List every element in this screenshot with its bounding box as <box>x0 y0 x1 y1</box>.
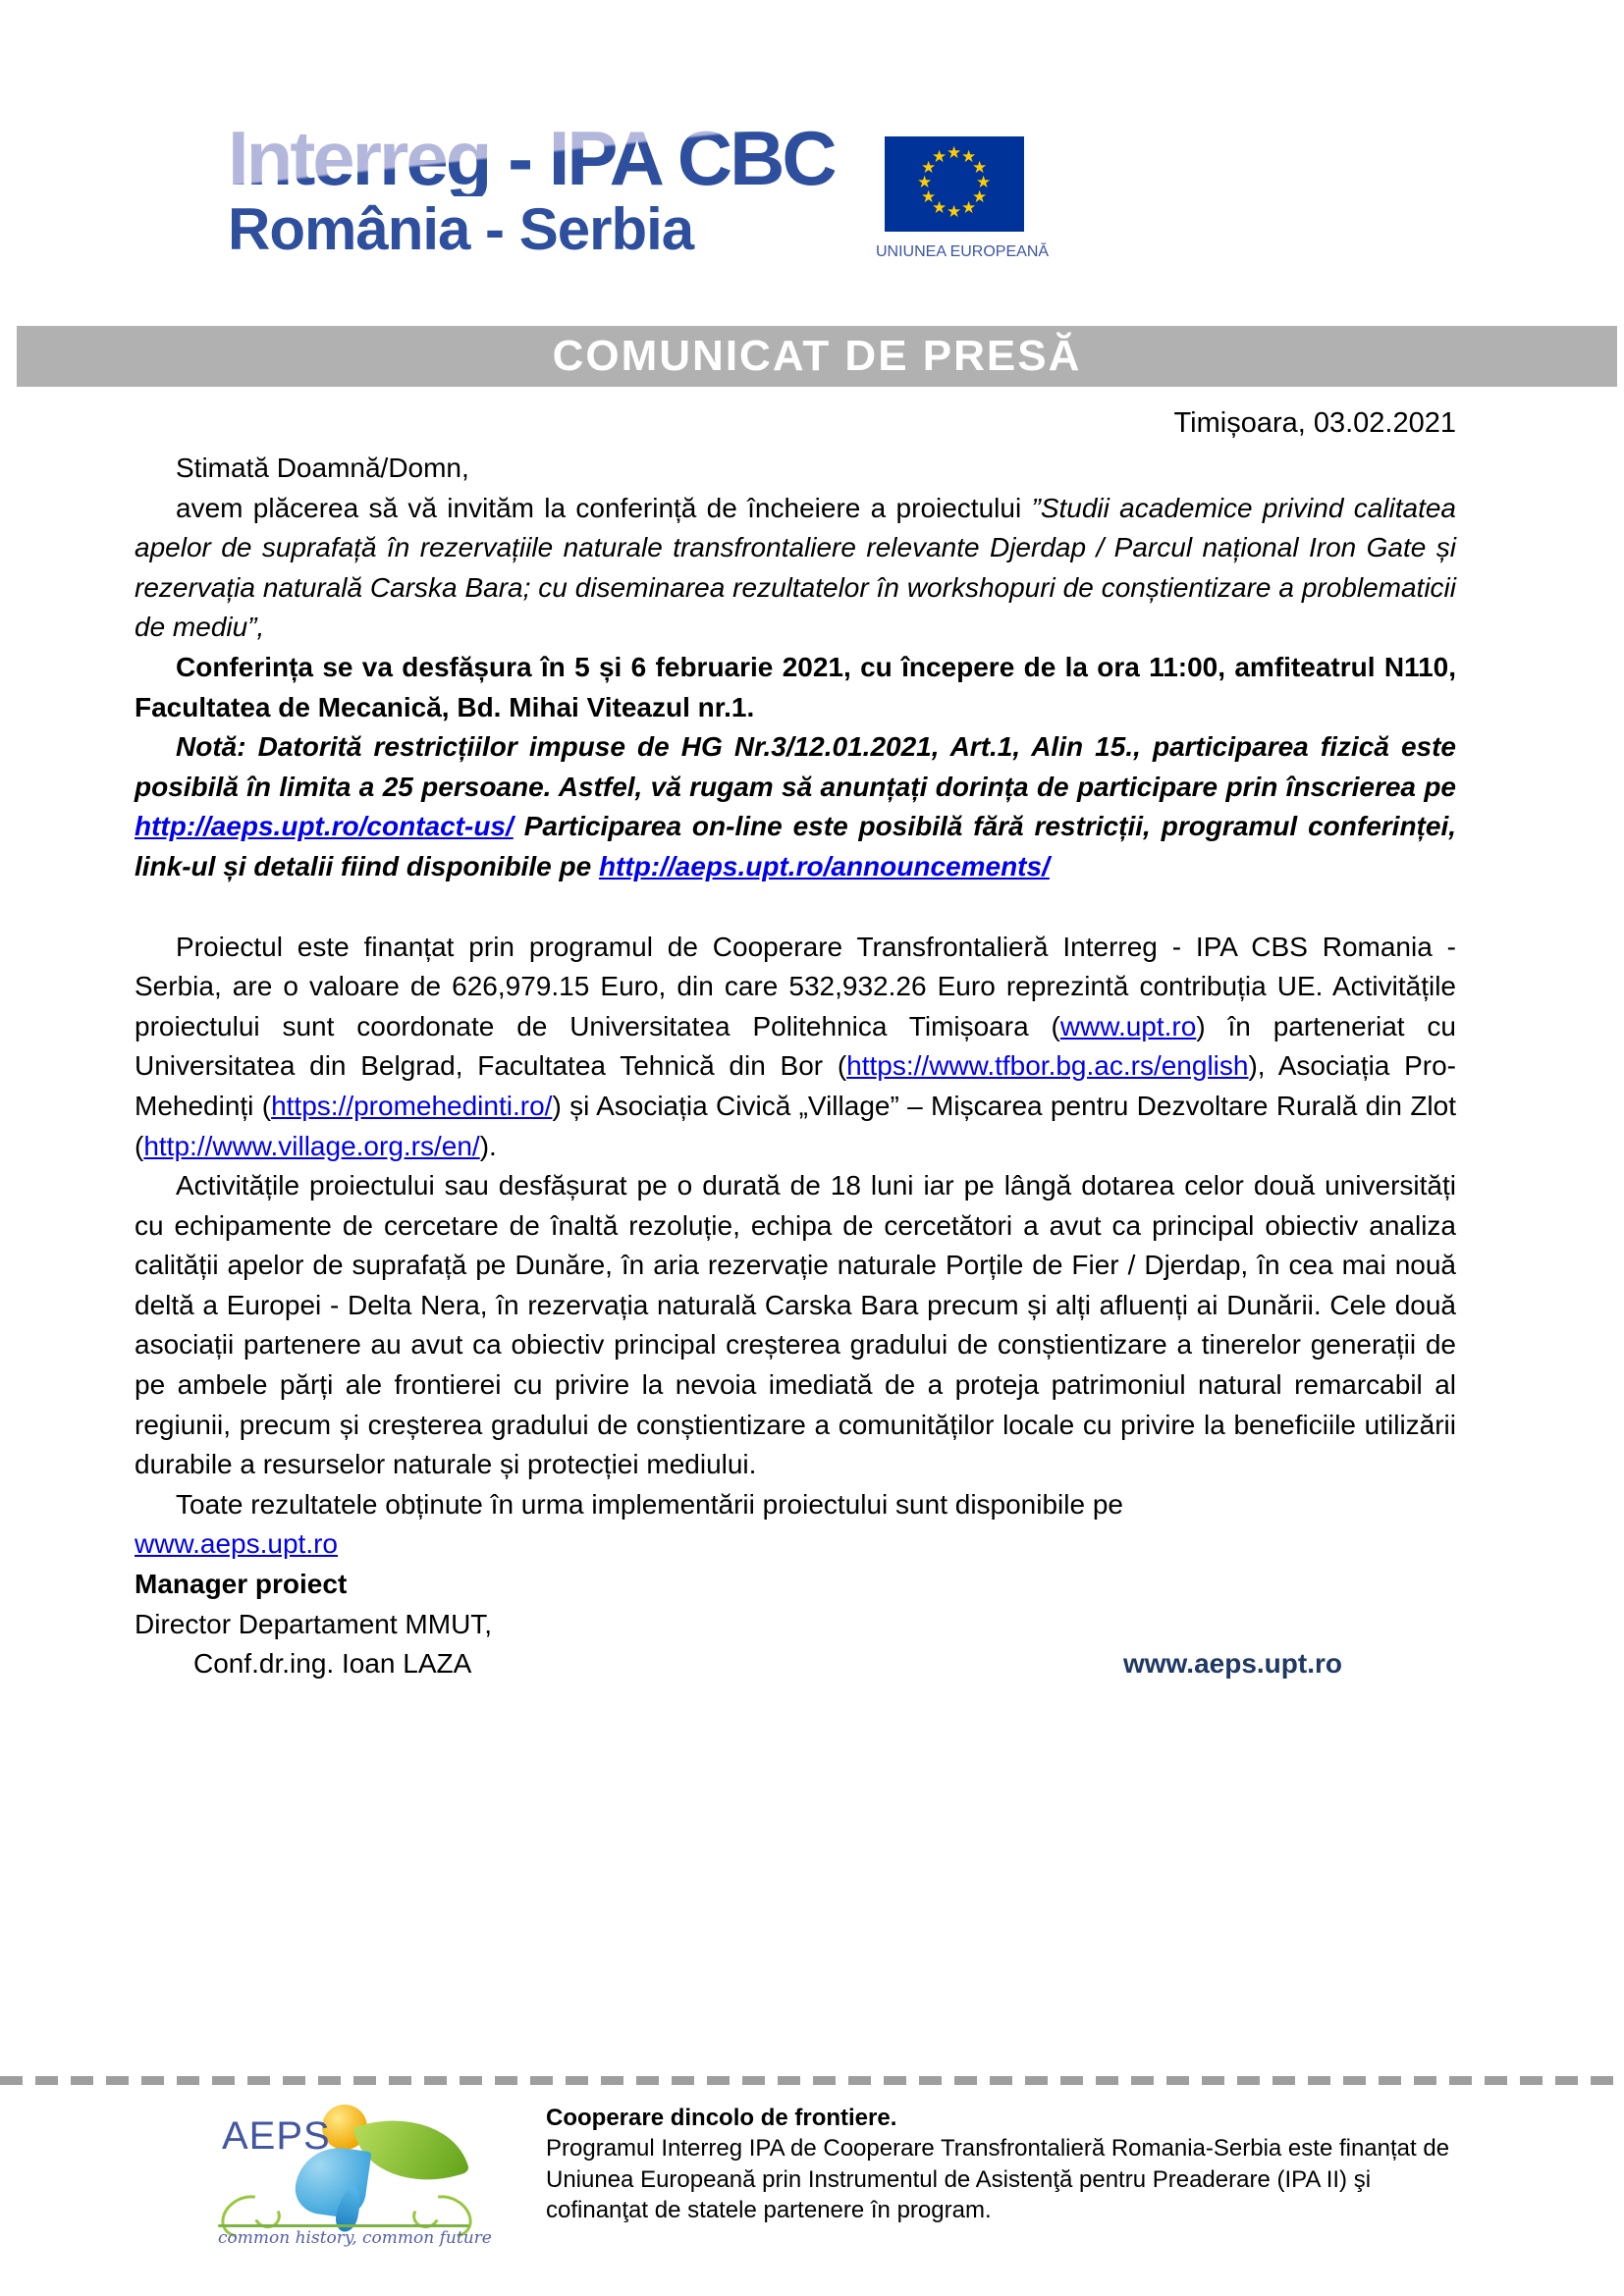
contact-us-link[interactable]: http://aeps.upt.ro/contact-us/ <box>135 811 514 842</box>
funding-text-2: ) în parteneriat cu Universitatea din Belgrad, Facultatea Tehnică din Bor ( <box>135 1010 1456 1082</box>
tfbor-link[interactable]: https://www.tfbor.bg.ac.rs/english <box>846 1050 1249 1082</box>
village-link[interactable]: http://www.village.org.rs/en/ <box>143 1130 480 1161</box>
aeps-logo-text: AEPS <box>222 2114 331 2158</box>
eu-flag-icon: ★ ★ ★ ★ ★ ★ ★ ★ ★ ★ ★ ★ <box>885 136 1024 232</box>
results-paragraph <box>135 1485 1456 1565</box>
leaf-icon <box>353 2100 470 2199</box>
funding-paragraph <box>135 928 1456 1167</box>
dateline: Timișoara, 03.02.2021 <box>1173 407 1456 439</box>
aeps-baseline <box>218 2224 469 2227</box>
conference-paragraph: Conferința se va desfășura în 5 și 6 februarie 2021, cu începere de la ora 11:00, amfiteatrul N110, Facultatea de Mecanică, Bd. Mihai Viteazul nr.1. <box>135 651 1456 722</box>
eu-flag-label: UNIUNEA EUROPEANĂ <box>876 243 1050 260</box>
results-text: Toate rezultatele obținute în urma implementării proiectului sunt disponibile pe <box>176 1488 1123 1520</box>
funding-text-5: ). <box>479 1130 497 1161</box>
results-link[interactable]: www.aeps.upt.ro <box>135 1528 338 1560</box>
aeps-logo <box>218 2103 492 2248</box>
nota-paragraph <box>135 727 1456 886</box>
document-body <box>135 449 1456 1684</box>
aeps-tagline: common history, common future <box>218 2228 492 2248</box>
activities-paragraph: Activitățile proiectului sau desfășurat pe o durată de 18 luni iar pe lângă dotarea celor două universități cu echipamente de cercetare de înaltă rezoluție, echipa de cercetători a avut ca principal obiectiv analiza calității apelor de suprafață pe Dunăre, în aria rezervație naturale Porțile de Fier / Djerdap, în cea mai nouă deltă a Europei - Delta Nera, în rezervația naturală Carska Bara precum și alți afluenți ai Dunării. Cele două asociații partenere au avut ca obiectiv principal creșterea gradului de conștientizare a tinerelor generații de pe ambele părți ale frontierei cu privire la nevoia imediată de a proteja patrimoniul natural remarcabil al regiunii, precum și creșterea gradului de conștientizare a comunităților locale cu privire la beneficiile utilizării durabile a resurselor naturale și protecției mediului. <box>135 1170 1456 1480</box>
footer-text-block <box>546 2103 1479 2226</box>
signature-role: Manager proiect <box>135 1569 348 1600</box>
funding-text-4: ) și Asociația Civică „Village” – Mișcarea pentru Dezvoltare Rurală din Zlot ( <box>135 1090 1456 1161</box>
invite-paragraph <box>135 489 1456 648</box>
nota-text-2: Participarea on-line este posibilă fără restricții, programul conferinței, link-ul și detalii fiind disponibile pe <box>135 811 1456 881</box>
signature-department: Director Departament MMUT, <box>135 1608 493 1639</box>
signature-row <box>135 1644 1456 1684</box>
promehedinti-link[interactable]: https://promehedinti.ro/ <box>271 1090 553 1121</box>
invite-text: avem plăcerea să vă invităm la conferință de încheiere a proiectului <box>176 492 1032 523</box>
paragraph-spacer <box>135 887 1456 928</box>
banner-title: COMUNICAT DE PRESĂ <box>552 332 1082 380</box>
announcements-link[interactable]: http://aeps.upt.ro/announcements/ <box>598 850 1050 881</box>
footer-description: Programul Interreg IPA de Cooperare Transfrontalieră Romania-Serbia este finanțat de Uniunea Europeană prin Instrumentul de Asistenţă pentru Preaderare (IPA II) şi cofinanţat de statele partenere în program. <box>546 2135 1450 2223</box>
funding-text-3: ), Asociația Pro-Mehedinți ( <box>135 1050 1456 1121</box>
signature-website: www.aeps.upt.ro <box>1123 1648 1342 1680</box>
nota-text-1: Notă: Datorită restricțiilor impuse de HG Nr.3/12.01.2021, Art.1, Alin 15., participarea fizică este posibilă în limita a 25 persoane. Astfel, vă rugam să anunțați dorința de participare prin înscrierea pe <box>135 731 1456 802</box>
salutation: Stimată Doamnă/Domn, <box>176 453 469 483</box>
funding-text-1: Proiectul este finanțat prin programul de Cooperare Transfrontalieră Interreg - IPA CBS Romania - Serbia, are o valoare de 626,979.15 Euro, din care 532,932.26 Euro reprezintă contribuția UE. Activitățile proiectului sunt coordonate de Universitatea Politehnica Timișoara ( <box>135 931 1456 1041</box>
interreg-logo-title: Interreg - IPA CBC <box>228 115 835 201</box>
upt-link[interactable]: www.upt.ro <box>1059 1010 1197 1041</box>
press-release-banner <box>17 326 1617 387</box>
interreg-logo <box>228 115 835 262</box>
footer-separator <box>0 2076 1624 2085</box>
interreg-logo-subtitle: România - Serbia <box>228 196 694 262</box>
signature-name: Conf.dr.ing. Ioan LAZA <box>193 1648 472 1680</box>
eu-flag-block <box>876 136 1050 261</box>
project-title-italic: ”Studii academice privind calitatea apelor de suprafață în rezervațiile naturale transfrontaliere relevante Djerdap / Parcul național Iron Gate și rezervația naturală Carska Bara; cu diseminarea rezultatelor în workshopuri de conștientizare a problematicii de mediu”, <box>135 492 1456 643</box>
footer-heading: Cooperare dincolo de frontiere. <box>546 2105 897 2131</box>
